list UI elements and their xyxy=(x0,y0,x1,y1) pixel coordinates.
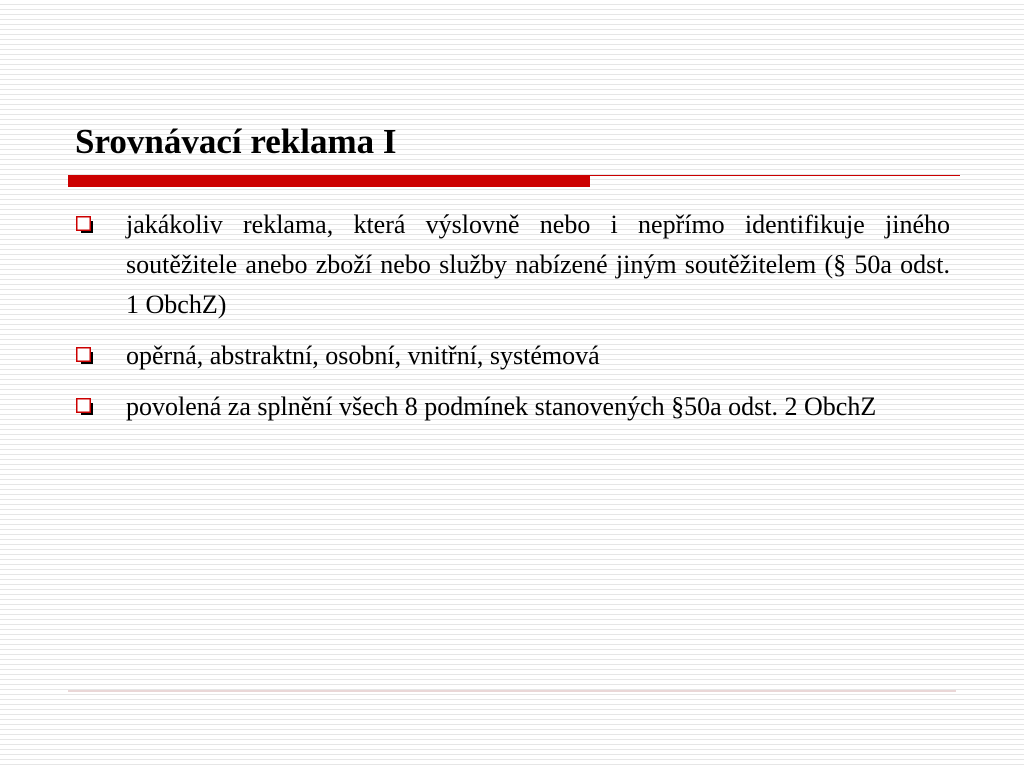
footer-divider xyxy=(68,690,956,692)
bullet-item xyxy=(76,387,950,427)
bullet-text: jakákoliv reklama, která výslovně nebo i nepřímo identifikuje jiného soutěžitele anebo zboží nebo služby nabízené jiným soutěžitelem (§ 50a odst. 1 ObchZ) xyxy=(126,210,950,319)
bullet-item xyxy=(76,336,950,376)
bullet-item xyxy=(76,205,950,325)
bullet-list xyxy=(76,205,950,438)
checkbox-square-icon xyxy=(76,398,93,415)
title-accent-bar xyxy=(68,175,590,187)
checkbox-square-icon xyxy=(76,347,93,364)
checkbox-square-icon xyxy=(76,216,93,233)
title-accent-line xyxy=(590,175,960,176)
slide-title: Srovnávací reklama I xyxy=(75,122,397,161)
bullet-text: opěrná, abstraktní, osobní, vnitřní, systémová xyxy=(126,341,600,370)
bullet-text: povolená za splnění všech 8 podmínek stanovených §50a odst. 2 ObchZ xyxy=(126,392,877,421)
